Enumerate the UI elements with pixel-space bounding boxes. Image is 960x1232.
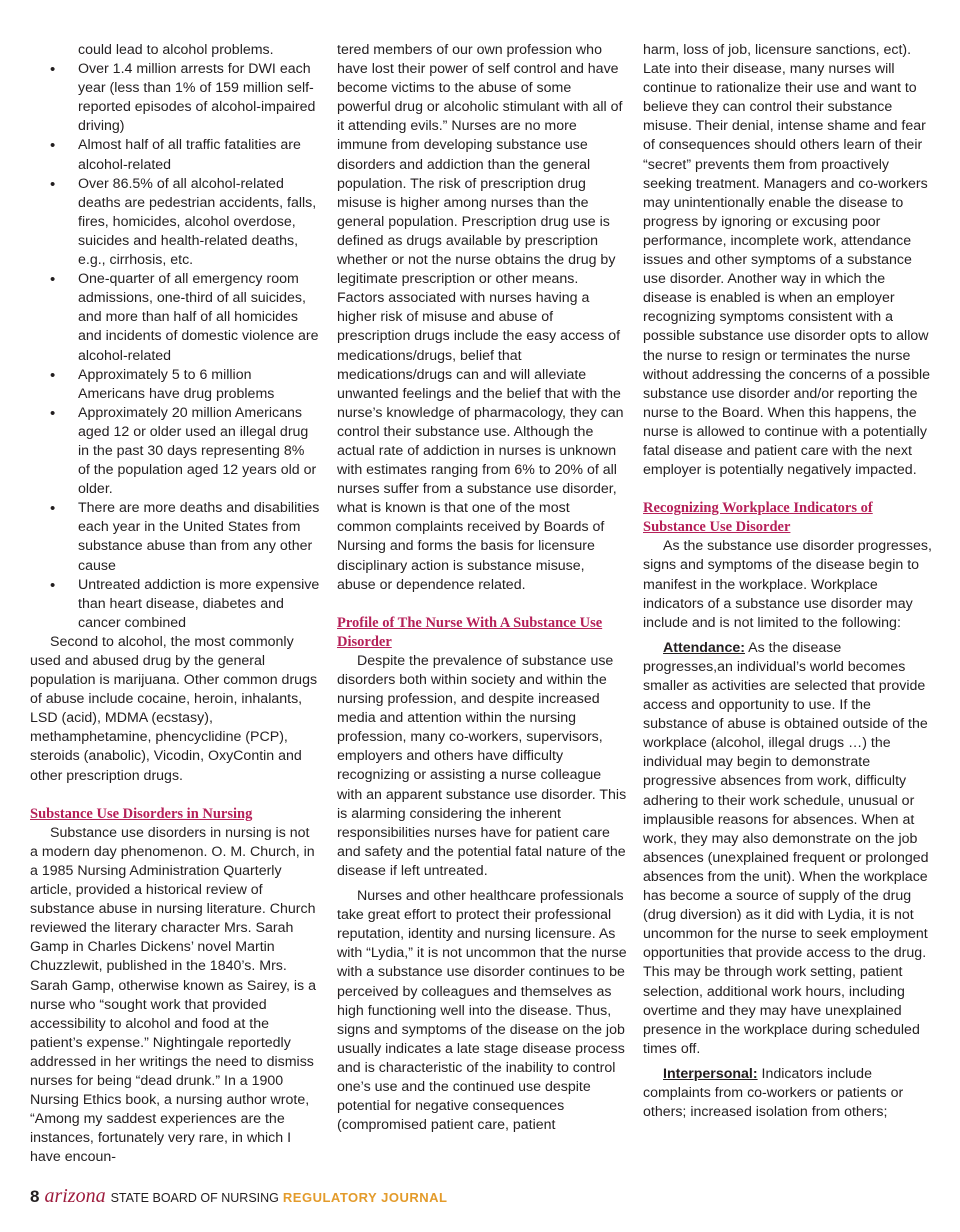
heading-substance-use-in-nursing: Substance Use Disorders in Nursing (30, 805, 253, 822)
bullet-icon: • (50, 175, 56, 193)
paragraph-nursing-history: Substance use disorders in nursing is not a modern day phenomenon. O. M. Church, in a 1985 Nursing Administration Quarterly article, provided a historical review of substance abuse in nursing literature. Church reviewed the literary character Mrs. Sarah Gamp in Charles Dickens’ novel Martin Chuzzlewit, published in the 1840’s. Mrs. Sarah Gamp, otherwise known as Sairey, is a nurse who “sought work that provided accessibility to alcohol and food at the patient’s expense.” Nightingale reportedly addressed in her writings the need to dismiss nurses for being “dead drunk.” In a 1900 Nursing Ethics book, a nursing author wrote, “Among my saddest experiences are the instances, fortunately very rare, in which I have encoun- (30, 824, 316, 1166)
interpersonal-label: Interpersonal: (663, 1065, 758, 1082)
paragraph-recognizing: As the substance use disorder progresses, signs and symptoms of the disease begin to manifest in the workplace. Workplace indicators of a substance use disorder may include and is not limited to the following: (643, 538, 932, 631)
paragraph-attendance (643, 639, 933, 1059)
bullet-icon: • (50, 61, 56, 79)
paragraph-professionals: Nurses and other healthcare professionals take great effort to protect their professional reputation, identity and nursing licensure. As with “Lydia,” it is not uncommon that the nurse with a substance use disorder continues to be perceived by colleagues and themselves as high functioning well into the disease. Thus, signs and symptoms of the disease on the job usually indicates a late stage disease process and is characteristic of the inability to control one’s use and the continued use despite potential for negative consequences (compromised patient care, patient (337, 888, 627, 1134)
bullet-icon: • (50, 366, 56, 384)
bullet-icon: • (50, 576, 56, 594)
statistics-list (30, 60, 320, 633)
list-item: • One-quarter of all emergency room admissions, one-third of all suicides, and more than half of all homicides and incidents of domestic violence are alcohol-related (50, 271, 319, 364)
list-item: • Approximately 20 million Americans aged 12 or older used an illegal drug in the past 30 days representing 8% of the population aged 12 years old or older. (50, 404, 317, 498)
paragraph-continued: harm, loss of job, licensure sanctions, ect). Late into their disease, many nurses will continue to rationalize their use and want to believe they can control their substance misuse. Their denial, intense shame and fear of consequences should others learn of their “secret” prevents them from proactively seeking treatment. Managers and co-workers may unintentionally enable the disease to progress by ignoring or excusing poor performance, incomplete work, attendance issues and other symptoms of a substance use disorder. Another way in which the disease is enabled is when an employer recognizing symptoms consistent with a possible substance use disorder opts to allow the nurse to resign or terminates the nurse without addressing the concerns of a possible substance use disorder and/or reporting the nurse to the Board. When this happens, the nurse is allowed to continue with a potentially fatal disease and patient care with the next employer is potentially negatively impacted. (643, 42, 931, 479)
attendance-label: Attendance: (663, 639, 745, 656)
column-left (30, 41, 320, 1167)
heading-recognizing-indicators: Recognizing Workplace Indicators of Substance Use Disorder (643, 500, 873, 536)
paragraph-interpersonal (643, 1065, 933, 1122)
paragraph-profile: Despite the prevalence of substance use disorders both within society and within the nursing profession, and despite increased media and attention within the nursing profession, many co-workers, supervisors, employers and others have difficulty recognizing or assisting a nurse colleague with an apparent substance use disorder. This is alarming considering the inherent responsibilities nurses have for patient care and safety and the potential fatal nature of the disease if left untreated. (337, 652, 627, 879)
paragraph-continued: tered members of our own profession who have lost their power of self control and have become victims to the abuse of some powerful drug or alcoholic stimulant with all of it attending evils.” Nurses are no more immune from developing substance use disorders and addiction than the general population. The risk of prescription drug misuse is higher among nurses than the general population. Prescription drug use is defined as drugs available by prescription whether or not the nurse obtains the drug by legitimate prescription or other means. Factors associated with nurses having a higher risk of misuse and abuse of prescription drugs include the easy access of medications/drugs, belief that medications/drugs can and will alleviate unwanted feelings and the belief that with the nurse’s knowledge of pharmacology, they can control their substance use. Although the actual rate of addiction in nurses is unknown with estimates ranging from 6% to 20% of all nurses suffer from a substance use disorder, what is known is that one of the most common complaints received by Boards of Nursing and forms the basis for licensure disciplinary action is substance misuse, abuse or dependence related. (337, 42, 624, 593)
attendance-text: As the disease progresses,an individual’s world becomes smaller as activities are selected that provide access and opportunity to use. If the substance of abuse is obtained outside of the workplace (alcohol, illegal drugs …) the individual may begin to demonstrate progressive absences from work, difficulty adhering to their work schedule, unusual or implausible reasons for absences. When at work, they may also demonstrate on the job absences (unexplained frequent or prolonged absences from the unit). When the workplace has become a source of supply of the drug (drug diversion) as it did with Lydia, it is not uncommon for the nurse to seek employment opportunities that provide access to the drug. This may be through work setting, patient selection, additional work hours, including overtime and they may have unexplained presence in the workplace during scheduled times off. (643, 639, 929, 1057)
journal-name: REGULATORY JOURNAL (282, 1190, 448, 1205)
bullet-icon: • (50, 137, 56, 155)
heading-profile-of-nurse: Profile of The Nurse With A Substance Use Disorder (337, 614, 603, 650)
list-item: • Over 1.4 million arrests for DWI each year (less than 1% of 159 million self-reported episodes of alcohol-impaired driving) (50, 61, 316, 135)
list-item: • Approximately 5 to 6 million Americans have drug problems (50, 366, 275, 402)
list-item: • Almost half of all traffic fatalities are alcohol-related (50, 137, 301, 173)
list-item: • Over 86.5% of all alcohol-related deaths are pedestrian accidents, falls, fires, homicides, alcohol overdose, suicides and health-related deaths, e.g., cirrhosis, etc. (50, 175, 317, 269)
interpersonal-text: Indicators include complaints from co-workers or patients or others; increased isolation from others; (643, 1065, 904, 1121)
page-number: 8 (30, 1187, 40, 1206)
column-middle (337, 41, 627, 1135)
page-footer (30, 1185, 447, 1209)
bullet-icon: • (50, 404, 56, 422)
lead-line: could lead to alcohol problems. (78, 42, 274, 58)
bullet-icon: • (50, 500, 56, 518)
paragraph-marijuana: Second to alcohol, the most commonly used and abused drug by the general population is marijuana. Other common drugs of abuse include cocaine, heroin, inhalants, LSD (acid), MDMA (ecstasy), methamphetamine, phencyclidine (PCP), steroids (anabolic), Vicodin, OxyContin and other prescription drugs. (30, 633, 318, 784)
bullet-icon: • (50, 271, 56, 289)
column-right (643, 41, 933, 1122)
board-name: STATE BOARD OF NURSING (110, 1191, 279, 1205)
list-item: • Untreated addiction is more expensive than heart disease, diabetes and cancer combined (50, 576, 320, 631)
arizona-logo: arizona (44, 1185, 106, 1207)
list-item: • There are more deaths and disabilities each year in the United States from substance abuse than from any other cause (50, 500, 320, 574)
